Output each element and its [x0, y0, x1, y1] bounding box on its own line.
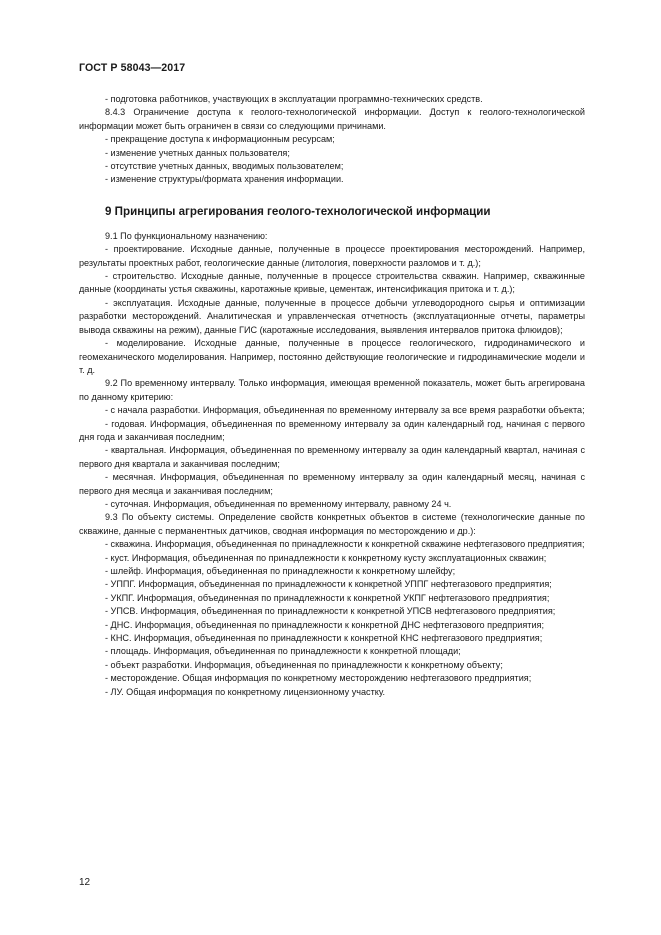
list-item: - шлейф. Информация, объединенная по принадлежности к конкретному шлейфу; [105, 566, 456, 576]
list-item: - суточная. Информация, объединенная по временному интервалу, равному 24 ч. [105, 498, 452, 509]
list-item: - УППГ. Информация, объединенная по принадлежности к конкретной УППГ нефтегазового предприятия; [105, 579, 552, 590]
access-section [79, 93, 585, 187]
document-code: ГОСТ Р 58043—2017 [79, 62, 186, 74]
list-item: - годовая. Информация, объединенная по временному интервалу за один календарный год, начиная с первого дня года и заканчивая последним; [79, 418, 585, 442]
paragraph: 9.1 По функциональному назначению: [105, 230, 268, 241]
list-item: - прекращение доступа к информационным ресурсам; [105, 134, 335, 145]
list-item: - месячная. Информация, объединенная по временному интервалу за один календарный месяц, начиная с первого дня месяца и заканчивая последним; [79, 472, 585, 496]
list-item: - месторождение. Общая информация по конкретному месторождению нефтегазового предприятия; [105, 673, 532, 684]
list-item: - с начала разработки. Информация, объединенная по временному интервалу за все время разработки объекта; [105, 405, 585, 416]
list-item: - моделирование. Исходные данные, полученные в процессе геологического, гидродинамического и геомеханического моделирования. Например, постоянно действующие геологические и гидродинамические модели и т. д. [79, 338, 585, 375]
list-item: - скважина. Информация, объединенная по принадлежности к конкретной скважине нефтегазового предприятия; [105, 539, 585, 550]
list-item: - ЛУ. Общая информация по конкретному лицензионному участку. [105, 686, 385, 697]
list-item: - квартальная. Информация, объединенная по временному интервалу за один календарный квартал, начиная с первого дня квартала и заканчивая последним; [79, 445, 585, 469]
list-item: - ДНС. Информация, объединенная по принадлежности к конкретной ДНС нефтегазового предприятия; [105, 619, 544, 630]
aggregation-section [79, 230, 585, 699]
list-item: - УКПГ. Информация, объединенная по принадлежности к конкретной УКПГ нефтегазового предприятия; [105, 592, 550, 603]
list-item: - эксплуатация. Исходные данные, полученные в процессе добычи углеводородного сырья и оптимизации разработки месторождений. Аналитическая и управленческая отчетность (эксплуатационные отчеты, параметры вывода скважины на режим), данные ГИС (каротажные исследования, выявления интервалов притока флюидов); [79, 297, 585, 335]
list-item: - объект разработки. Информация, объединенная по принадлежности к конкретному объекту; [105, 659, 503, 670]
paragraph: 9.3 По объекту системы. Определение свойств конкретных объектов в системе (технологические данные по скважине, данные с перманентных датчиков, сводная информация по месторождению и др.): [79, 512, 585, 536]
list-item: - строительство. Исходные данные, полученные в процессе строительства скважин. Например, скважинные данные (координаты устья скважины, каротажные кривые, цементаж, интенсификация притока и т. д.); [79, 271, 585, 295]
list-item: - изменение учетных данных пользователя; [105, 147, 290, 158]
list-item: - изменение структуры/формата хранения информации. [105, 174, 344, 185]
page-number: 12 [79, 877, 91, 888]
paragraph: 8.4.3 Ограничение доступа к геолого-технологической информации. Доступ к геолого-технологической информации может быть ограничен в связи со следующими причинами. [79, 107, 585, 131]
paragraph: - подготовка работников, участвующих в эксплуатации программно-технических средств. [105, 94, 483, 104]
list-item: - отсутствие учетных данных, вводимых пользователем; [105, 161, 344, 172]
page-content [79, 93, 585, 699]
list-item: - площадь. Информация, объединенная по принадлежности к конкретной площади; [105, 646, 461, 657]
list-item: - УПСВ. Информация, объединенная по принадлежности к конкретной УПСВ нефтегазового предприятия; [105, 606, 556, 617]
paragraph: 9.2 По временному интервалу. Только информация, имеющая временной показатель, может быть агрегирована по данному критерию: [79, 378, 585, 402]
list-item: - куст. Информация, объединенная по принадлежности к конкретному кусту эксплуатационных скважин; [105, 552, 547, 563]
section-heading: 9 Принципы агрегирования геолого-технологической информации [105, 204, 491, 218]
list-item: - проектирование. Исходные данные, полученные в процессе проектирования месторождений. Например, результаты проектных работ, геологические данные (литология, поверхности разломов и т. д.); [79, 244, 585, 268]
list-item: - КНС. Информация, объединенная по принадлежности к конкретной КНС нефтегазового предприятия; [105, 633, 543, 644]
